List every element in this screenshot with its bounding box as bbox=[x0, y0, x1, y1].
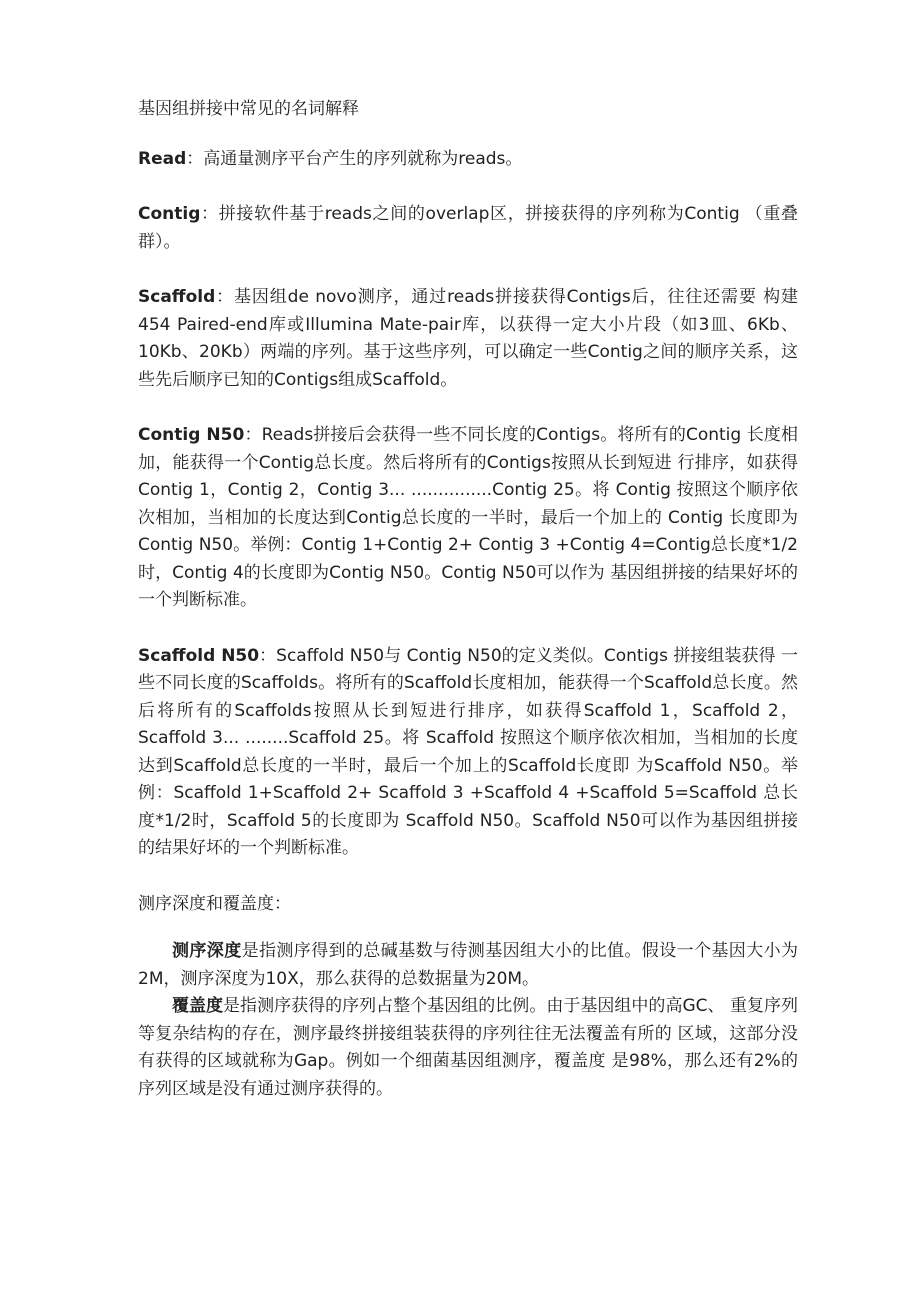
definition-term: Scaffold N50 bbox=[138, 645, 260, 666]
definition-term: Scaffold bbox=[138, 287, 216, 307]
paragraph-coverage bbox=[138, 993, 798, 1103]
definition-text: 基因组de novo测序，通过reads拼接获得Contigs后，往往还需要 构建454 Paired-end库或Illumina Mate-pair库，以获得一定大小片段（如3皿、6Kb、10Kb、20Kb）两端的序列。基于这些序列，可以确定一些Contig之间的顺序关系，这些先后顺序已知的Contigs组成Scaffold。 bbox=[138, 287, 798, 390]
definition-separator: ： bbox=[244, 425, 262, 445]
definition-scaffold-n50 bbox=[138, 643, 798, 863]
document-body bbox=[138, 96, 798, 1103]
paragraph-term: 测序深度 bbox=[172, 941, 242, 961]
definition-term: Contig N50 bbox=[138, 425, 245, 445]
definition-contig bbox=[138, 201, 798, 256]
definition-read bbox=[138, 146, 798, 174]
definition-separator: ： bbox=[215, 287, 235, 307]
definition-term: Read bbox=[138, 148, 187, 169]
document-title: 基因组拼接中常见的名词解释 bbox=[138, 99, 359, 119]
paragraph-text: 是指测序得到的总碱基数与待测基因组大小的比值。假设一个基因大小为2M，测序深度为10X，那么获得的总数据量为20M。 bbox=[138, 941, 799, 989]
definition-text: Reads拼接后会获得一些不同长度的Contigs。将所有的Contig 长度相加，能获得一个Contig总长度。然后将所有的Contigs按照从长到短进 行排序，如获得 Contig 1，Contig 2，Contig 3... ...............Contig 25。将 Contig 按照这个顺序依次相加，当相加的长度达到Contig总长度的一半时，最后一个加上的 Contig 长度即为 Contig N50。举例：Contig 1+Contig 2+ Contig 3 +Contig 4=Contig总长度*1/2时，Contig 4的长度即为Contig N50。Contig N50可以作为 基因组拼接的结果好坏的一个判断标准。 bbox=[138, 425, 799, 610]
paragraph-sequencing-depth bbox=[138, 938, 798, 993]
definition-separator: ： bbox=[186, 148, 204, 169]
definition-separator: ： bbox=[259, 645, 277, 666]
definition-contig-n50 bbox=[138, 422, 798, 615]
definition-term: Contig bbox=[138, 204, 201, 224]
section-heading: 测序深度和覆盖度： bbox=[138, 893, 291, 914]
paragraph-term: 覆盖度 bbox=[172, 996, 224, 1016]
paragraph-text: 是指测序获得的序列占整个基因组的比例。由于基因组中的高GC、 重复序列等复杂结构的存在，测序最终拼接组装获得的序列往往无法覆盖有所的 区域，这部分没有获得的区域就称为Gap。例如一个细菌基因组测序，覆盖度 是98%，那么还有2%的序列区域是没有通过测序获得的。 bbox=[138, 996, 798, 1099]
definition-text: 拼接软件基于reads之间的overlap区，拼接获得的序列称为Contig （重叠群）。 bbox=[138, 204, 799, 252]
definition-scaffold bbox=[138, 284, 798, 394]
definition-text: 高通量测序平台产生的序列就称为reads。 bbox=[203, 148, 523, 169]
definition-separator: ： bbox=[200, 204, 219, 224]
definition-text: Scaffold N50与 Contig N50的定义类似。Contigs 拼接组装获得 一些不同长度的Scaffolds。将所有的Scaffold长度相加，能获得一个Scaffold总长度。然后将所有的Scaffolds按照从长到短进行排序，如获得Scaffold 1，Scaffold 2， Scaffold 3... ........Scaffold 25。将 Scaffold 按照这个顺序依次相加，当相加的长度达到Scaffold总长度的一半时，最后一个加上的Scaffold长度即 为Scaffold N50。举例：Scaffold 1+Scaffold 2+ Scaffold 3 +Scaffold 4 +Scaffold 5=Scaffold 总长度*1/2时，Scaffold 5的长度即为 Scaffold N50。Scaffold N50可以作为基因组拼接的结果好坏的一个判断标准。 bbox=[138, 645, 799, 858]
